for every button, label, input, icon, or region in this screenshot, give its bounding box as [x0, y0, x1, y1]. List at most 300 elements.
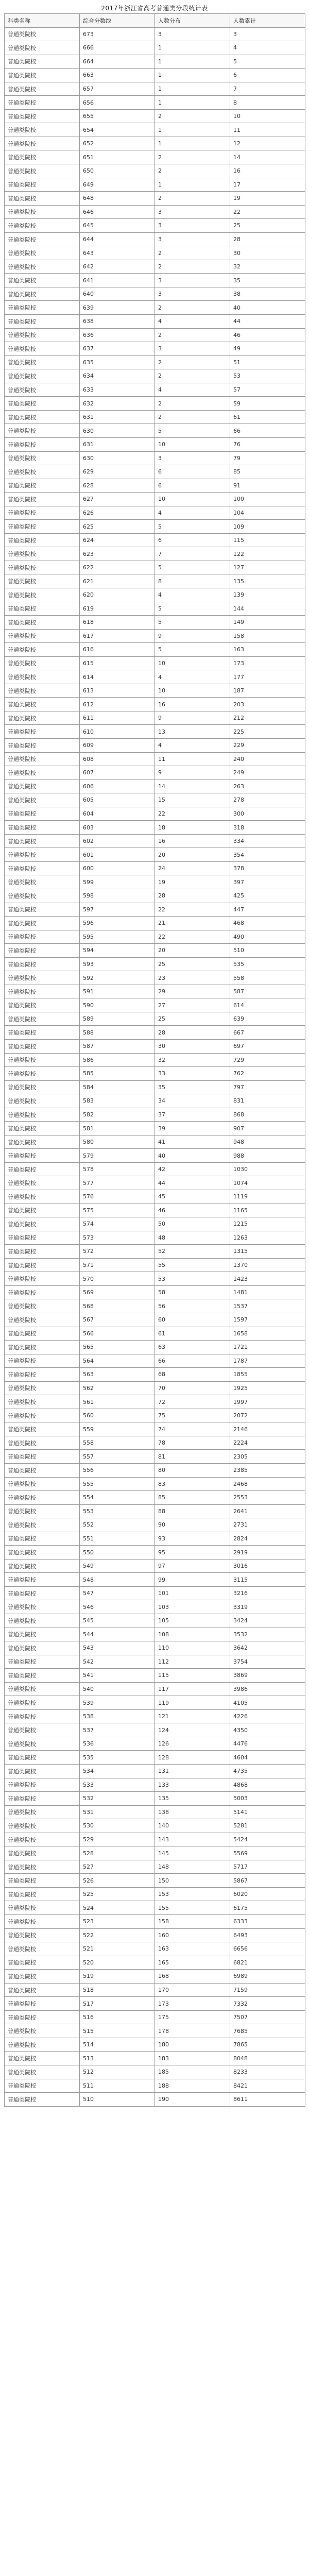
count-cell: 70	[155, 1381, 230, 1395]
table-row	[5, 109, 305, 123]
cumulative-cell: 5141	[230, 1805, 305, 1819]
table-row	[5, 1819, 305, 1833]
table-row	[5, 533, 305, 547]
count-cell: 88	[155, 1504, 230, 1518]
score-cell: 610	[80, 725, 155, 739]
count-cell: 28	[155, 1026, 230, 1040]
category-cell: 普通类院校	[5, 533, 80, 547]
score-cell: 625	[80, 520, 155, 534]
table-row	[5, 178, 305, 192]
count-cell: 2	[155, 397, 230, 411]
category-cell: 普通类院校	[5, 1915, 80, 1929]
score-cell: 558	[80, 1436, 155, 1450]
table-row	[5, 1600, 305, 1614]
count-cell: 3	[155, 342, 230, 356]
cumulative-cell: 6	[230, 69, 305, 82]
category-cell: 普通类院校	[5, 684, 80, 698]
category-cell: 普通类院校	[5, 2010, 80, 2024]
score-cell: 649	[80, 178, 155, 192]
score-cell: 664	[80, 55, 155, 69]
table-row	[5, 96, 305, 110]
score-cell: 615	[80, 656, 155, 670]
table-row	[5, 1997, 305, 2011]
count-cell: 2	[155, 246, 230, 260]
cumulative-cell: 19	[230, 192, 305, 206]
score-cell: 540	[80, 1682, 155, 1696]
score-cell: 567	[80, 1313, 155, 1327]
table-row	[5, 1422, 305, 1436]
cumulative-cell: 3869	[230, 1669, 305, 1683]
cumulative-cell: 729	[230, 1053, 305, 1067]
category-cell: 普通类院校	[5, 602, 80, 616]
table-row	[5, 82, 305, 96]
score-cell: 555	[80, 1477, 155, 1491]
category-cell: 普通类院校	[5, 1422, 80, 1436]
count-cell: 11	[155, 752, 230, 766]
score-cell: 604	[80, 807, 155, 821]
category-cell: 普通类院校	[5, 1108, 80, 1122]
table-row	[5, 875, 305, 889]
table-row	[5, 437, 305, 451]
category-cell: 普通类院校	[5, 779, 80, 793]
table-row	[5, 1012, 305, 1026]
table-row	[5, 944, 305, 958]
count-cell: 158	[155, 1915, 230, 1929]
score-cell: 631	[80, 410, 155, 424]
count-cell: 90	[155, 1518, 230, 1532]
category-cell: 普通类院校	[5, 2038, 80, 2052]
score-cell: 624	[80, 533, 155, 547]
score-cell: 601	[80, 848, 155, 862]
count-cell: 175	[155, 2010, 230, 2024]
score-cell: 641	[80, 274, 155, 287]
count-cell: 78	[155, 1436, 230, 1450]
cumulative-cell: 3319	[230, 1600, 305, 1614]
cumulative-cell: 8233	[230, 2065, 305, 2079]
count-cell: 4	[155, 588, 230, 602]
table-row	[5, 616, 305, 630]
table-row	[5, 1341, 305, 1354]
score-cell: 559	[80, 1422, 155, 1436]
category-cell: 普通类院校	[5, 1477, 80, 1491]
cumulative-cell: 1074	[230, 1176, 305, 1190]
table-row	[5, 246, 305, 260]
category-cell: 普通类院校	[5, 1874, 80, 1888]
cumulative-cell: 2919	[230, 1546, 305, 1560]
category-cell: 普通类院校	[5, 1901, 80, 1915]
category-cell: 普通类院校	[5, 274, 80, 287]
score-cell: 605	[80, 793, 155, 807]
table-row	[5, 1395, 305, 1409]
category-cell: 普通类院校	[5, 1846, 80, 1860]
score-cell: 603	[80, 821, 155, 835]
count-cell: 10	[155, 684, 230, 698]
score-cell: 609	[80, 738, 155, 752]
cumulative-cell: 177	[230, 670, 305, 684]
category-cell: 普通类院校	[5, 1094, 80, 1108]
count-cell: 32	[155, 1053, 230, 1067]
cumulative-cell: 948	[230, 1135, 305, 1149]
count-cell: 188	[155, 2079, 230, 2093]
count-cell: 131	[155, 1765, 230, 1778]
cumulative-cell: 6989	[230, 1970, 305, 1984]
table-row	[5, 1970, 305, 1984]
table-row	[5, 506, 305, 520]
count-cell: 22	[155, 903, 230, 917]
category-cell: 普通类院校	[5, 424, 80, 438]
category-cell: 普通类院校	[5, 1272, 80, 1286]
category-cell: 普通类院校	[5, 246, 80, 260]
header-count: 人数分布	[155, 14, 230, 28]
cumulative-cell: 51	[230, 355, 305, 369]
table-row	[5, 1546, 305, 1560]
score-cell: 640	[80, 287, 155, 301]
count-cell: 14	[155, 779, 230, 793]
count-cell: 3	[155, 451, 230, 465]
count-cell: 22	[155, 930, 230, 944]
score-cell: 652	[80, 137, 155, 150]
category-cell: 普通类院校	[5, 670, 80, 684]
count-cell: 2	[155, 150, 230, 164]
table-row	[5, 2079, 305, 2093]
score-cell: 541	[80, 1669, 155, 1683]
table-row	[5, 1915, 305, 1929]
count-cell: 72	[155, 1395, 230, 1409]
count-cell: 16	[155, 698, 230, 711]
score-cell: 585	[80, 1067, 155, 1081]
table-row	[5, 1327, 305, 1341]
count-cell: 3	[155, 27, 230, 41]
table-row	[5, 1846, 305, 1860]
score-table	[4, 13, 305, 2107]
count-cell: 20	[155, 944, 230, 958]
table-row	[5, 711, 305, 725]
category-cell: 普通类院校	[5, 547, 80, 561]
count-cell: 25	[155, 957, 230, 971]
cumulative-cell: 229	[230, 738, 305, 752]
cumulative-cell: 1481	[230, 1285, 305, 1299]
count-cell: 60	[155, 1313, 230, 1327]
count-cell: 9	[155, 766, 230, 780]
cumulative-cell: 3754	[230, 1655, 305, 1669]
cumulative-cell: 104	[230, 506, 305, 520]
score-cell: 646	[80, 205, 155, 219]
category-cell: 普通类院校	[5, 1586, 80, 1600]
score-cell: 552	[80, 1518, 155, 1532]
cumulative-cell: 797	[230, 1080, 305, 1094]
count-cell: 4	[155, 670, 230, 684]
count-cell: 2	[155, 260, 230, 274]
score-cell: 520	[80, 1956, 155, 1970]
table-row	[5, 930, 305, 944]
count-cell: 170	[155, 1983, 230, 1997]
category-cell: 普通类院校	[5, 1354, 80, 1368]
category-cell: 普通类院校	[5, 875, 80, 889]
table-row	[5, 1149, 305, 1163]
category-cell: 普通类院校	[5, 1956, 80, 1970]
count-cell: 3	[155, 287, 230, 301]
count-cell: 138	[155, 1805, 230, 1819]
category-cell: 普通类院校	[5, 698, 80, 711]
table-row	[5, 328, 305, 342]
score-cell: 606	[80, 779, 155, 793]
category-cell: 普通类院校	[5, 588, 80, 602]
category-cell: 普通类院校	[5, 656, 80, 670]
count-cell: 33	[155, 1067, 230, 1081]
cumulative-cell: 4604	[230, 1751, 305, 1765]
cumulative-cell: 1997	[230, 1395, 305, 1409]
table-row	[5, 917, 305, 930]
category-cell: 普通类院校	[5, 998, 80, 1012]
table-row	[5, 903, 305, 917]
score-cell: 521	[80, 1942, 155, 1956]
cumulative-cell: 17	[230, 178, 305, 192]
cumulative-cell: 868	[230, 1108, 305, 1122]
category-cell: 普通类院校	[5, 1600, 80, 1614]
table-row	[5, 1491, 305, 1505]
category-cell: 普通类院校	[5, 410, 80, 424]
cumulative-cell: 1165	[230, 1204, 305, 1217]
score-cell: 556	[80, 1463, 155, 1477]
table-row	[5, 1696, 305, 1710]
score-cell: 527	[80, 1860, 155, 1874]
category-cell: 普通类院校	[5, 41, 80, 55]
score-cell: 591	[80, 985, 155, 998]
table-row	[5, 164, 305, 178]
table-row	[5, 55, 305, 69]
cumulative-cell: 16	[230, 164, 305, 178]
score-cell: 639	[80, 301, 155, 315]
cumulative-cell: 14	[230, 150, 305, 164]
table-row	[5, 1053, 305, 1067]
cumulative-cell: 8421	[230, 2079, 305, 2093]
score-cell: 600	[80, 861, 155, 875]
score-cell: 512	[80, 2065, 155, 2079]
cumulative-cell: 8048	[230, 2052, 305, 2065]
score-cell: 593	[80, 957, 155, 971]
score-cell: 590	[80, 998, 155, 1012]
count-cell: 6	[155, 479, 230, 493]
category-cell: 普通类院校	[5, 437, 80, 451]
score-cell: 576	[80, 1190, 155, 1204]
count-cell: 1	[155, 96, 230, 110]
cumulative-cell: 2641	[230, 1504, 305, 1518]
cumulative-cell: 11	[230, 123, 305, 137]
count-cell: 1	[155, 55, 230, 69]
count-cell: 2	[155, 410, 230, 424]
count-cell: 37	[155, 1108, 230, 1122]
cumulative-cell: 5281	[230, 1819, 305, 1833]
score-cell: 623	[80, 547, 155, 561]
table-row	[5, 834, 305, 848]
category-cell: 普通类院校	[5, 2093, 80, 2107]
count-cell: 133	[155, 1778, 230, 1792]
table-row	[5, 957, 305, 971]
cumulative-cell: 85	[230, 465, 305, 479]
score-cell: 608	[80, 752, 155, 766]
table-row	[5, 1108, 305, 1122]
table-row	[5, 861, 305, 875]
cumulative-cell: 59	[230, 397, 305, 411]
score-cell: 536	[80, 1737, 155, 1751]
score-cell: 571	[80, 1258, 155, 1272]
table-row	[5, 1245, 305, 1259]
score-cell: 548	[80, 1573, 155, 1587]
category-cell: 普通类院校	[5, 1805, 80, 1819]
cumulative-cell: 249	[230, 766, 305, 780]
score-cell: 573	[80, 1231, 155, 1245]
table-row	[5, 643, 305, 657]
category-cell: 普通类院校	[5, 643, 80, 657]
category-cell: 普通类院校	[5, 164, 80, 178]
category-cell: 普通类院校	[5, 1368, 80, 1382]
cumulative-cell: 115	[230, 533, 305, 547]
cumulative-cell: 7159	[230, 1983, 305, 1997]
category-cell: 普通类院校	[5, 1532, 80, 1546]
cumulative-cell: 3016	[230, 1559, 305, 1573]
score-cell: 514	[80, 2038, 155, 2052]
cumulative-cell: 3424	[230, 1614, 305, 1628]
cumulative-cell: 831	[230, 1094, 305, 1108]
table-row	[5, 1368, 305, 1382]
cumulative-cell: 4868	[230, 1778, 305, 1792]
score-cell: 629	[80, 465, 155, 479]
table-row	[5, 1792, 305, 1806]
count-cell: 41	[155, 1135, 230, 1149]
table-row	[5, 1805, 305, 1819]
category-cell: 普通类院校	[5, 848, 80, 862]
table-row	[5, 752, 305, 766]
table-row	[5, 1669, 305, 1683]
category-cell: 普通类院校	[5, 1204, 80, 1217]
category-cell: 普通类院校	[5, 1709, 80, 1723]
cumulative-cell: 1263	[230, 1231, 305, 1245]
cumulative-cell: 109	[230, 520, 305, 534]
category-cell: 普通类院校	[5, 1792, 80, 1806]
score-cell: 539	[80, 1696, 155, 1710]
category-cell: 普通类院校	[5, 1409, 80, 1422]
cumulative-cell: 187	[230, 684, 305, 698]
cumulative-cell: 447	[230, 903, 305, 917]
table-row	[5, 985, 305, 998]
score-cell: 584	[80, 1080, 155, 1094]
category-cell: 普通类院校	[5, 493, 80, 506]
count-cell: 150	[155, 1874, 230, 1888]
cumulative-cell: 4	[230, 41, 305, 55]
category-cell: 普通类院校	[5, 1751, 80, 1765]
cumulative-cell: 6020	[230, 1887, 305, 1901]
category-cell: 普通类院校	[5, 1559, 80, 1573]
table-row	[5, 232, 305, 246]
table-row	[5, 738, 305, 752]
category-cell: 普通类院校	[5, 2024, 80, 2038]
category-cell: 普通类院校	[5, 219, 80, 233]
score-cell: 528	[80, 1846, 155, 1860]
score-cell: 650	[80, 164, 155, 178]
count-cell: 16	[155, 834, 230, 848]
cumulative-cell: 6821	[230, 1956, 305, 1970]
table-row	[5, 656, 305, 670]
category-cell: 普通类院校	[5, 369, 80, 383]
count-cell: 1	[155, 178, 230, 192]
table-row	[5, 465, 305, 479]
cumulative-cell: 53	[230, 369, 305, 383]
score-cell: 627	[80, 493, 155, 506]
table-row	[5, 1285, 305, 1299]
category-cell: 普通类院校	[5, 1299, 80, 1313]
count-cell: 145	[155, 1846, 230, 1860]
category-cell: 普通类院校	[5, 1395, 80, 1409]
count-cell: 58	[155, 1285, 230, 1299]
table-row	[5, 684, 305, 698]
count-cell: 40	[155, 1149, 230, 1163]
score-cell: 594	[80, 944, 155, 958]
table-row	[5, 1518, 305, 1532]
table-row	[5, 1860, 305, 1874]
category-cell: 普通类院校	[5, 1573, 80, 1587]
table-row	[5, 1628, 305, 1641]
cumulative-cell: 425	[230, 889, 305, 903]
cumulative-cell: 3	[230, 27, 305, 41]
count-cell: 115	[155, 1669, 230, 1683]
score-cell: 622	[80, 561, 155, 574]
cumulative-cell: 587	[230, 985, 305, 998]
cumulative-cell: 46	[230, 328, 305, 342]
table-row	[5, 1641, 305, 1655]
count-cell: 103	[155, 1600, 230, 1614]
count-cell: 24	[155, 861, 230, 875]
cumulative-cell: 397	[230, 875, 305, 889]
cumulative-cell: 1537	[230, 1299, 305, 1313]
score-cell: 611	[80, 711, 155, 725]
table-row	[5, 342, 305, 356]
category-cell: 普通类院校	[5, 1655, 80, 1669]
table-row	[5, 355, 305, 369]
cumulative-cell: 300	[230, 807, 305, 821]
category-cell: 普通类院校	[5, 711, 80, 725]
cumulative-cell: 66	[230, 424, 305, 438]
cumulative-cell: 1658	[230, 1327, 305, 1341]
table-row	[5, 574, 305, 588]
score-cell: 516	[80, 2010, 155, 2024]
table-row	[5, 1176, 305, 1190]
table-row	[5, 2038, 305, 2052]
score-cell: 526	[80, 1874, 155, 1888]
table-row	[5, 971, 305, 985]
category-cell: 普通类院校	[5, 355, 80, 369]
cumulative-cell: 8611	[230, 2093, 305, 2107]
count-cell: 30	[155, 1040, 230, 1054]
category-cell: 普通类院校	[5, 821, 80, 835]
count-cell: 108	[155, 1628, 230, 1641]
table-row	[5, 192, 305, 206]
category-cell: 普通类院校	[5, 889, 80, 903]
table-row	[5, 1751, 305, 1765]
cumulative-cell: 1119	[230, 1190, 305, 1204]
header-row	[5, 14, 305, 28]
score-cell: 632	[80, 397, 155, 411]
count-cell: 1	[155, 82, 230, 96]
count-cell: 163	[155, 1942, 230, 1956]
table-row	[5, 1135, 305, 1149]
table-row	[5, 1765, 305, 1778]
score-cell: 543	[80, 1641, 155, 1655]
count-cell: 173	[155, 1997, 230, 2011]
category-cell: 普通类院校	[5, 1436, 80, 1450]
category-cell: 普通类院校	[5, 834, 80, 848]
table-row	[5, 1477, 305, 1491]
score-cell: 545	[80, 1614, 155, 1628]
